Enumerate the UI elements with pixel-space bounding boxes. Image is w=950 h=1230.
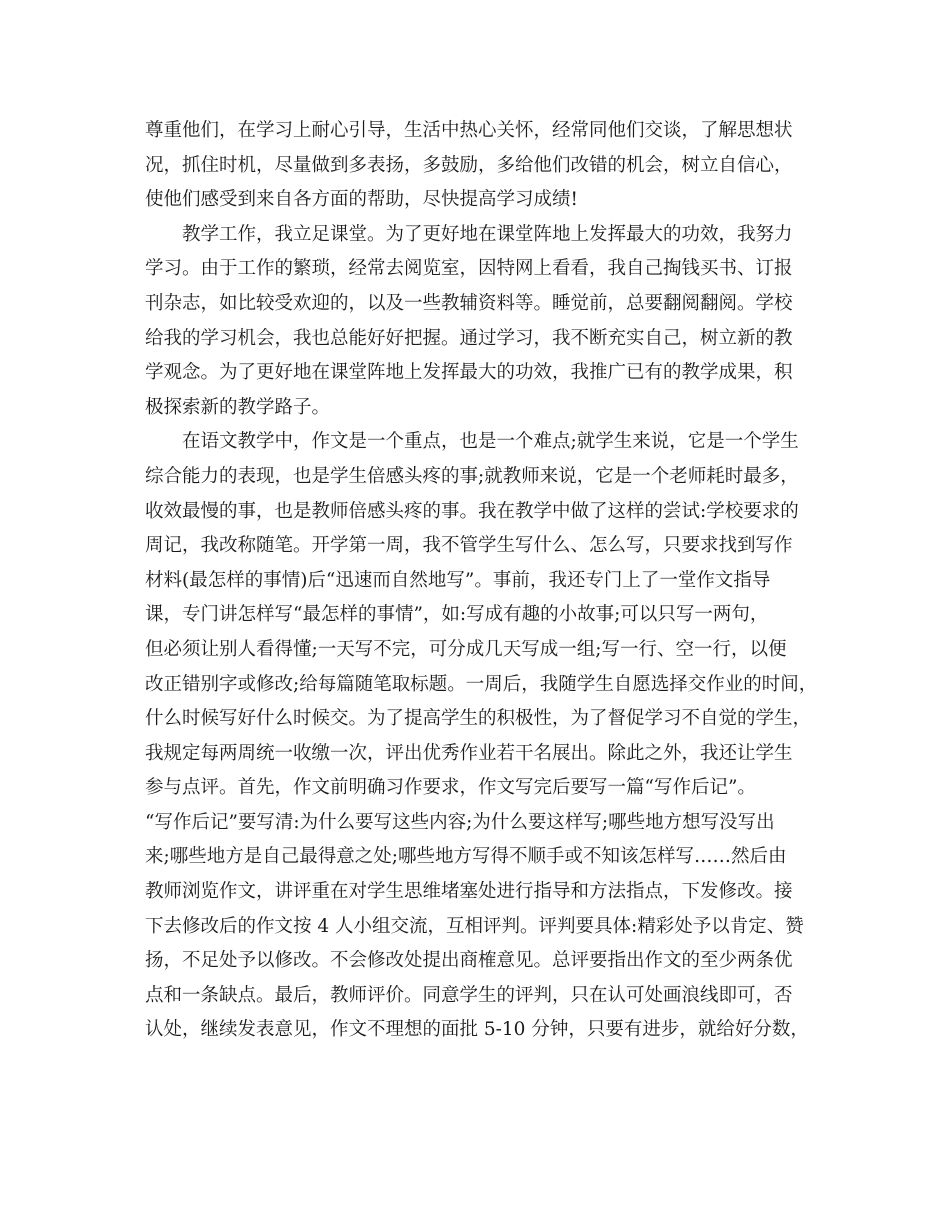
text-line: 认处，继续发表意见，作文不理想的面批 5-10 分钟，只要有进步，就给好分数， <box>145 1019 809 1041</box>
text-line: 使他们感受到来自各方面的帮助，尽快提高学习成绩! <box>145 189 578 211</box>
text-line: 收效最慢的事，也是教师倍感头疼的事。我在教学中做了这样的尝试:学校要求的 <box>145 500 799 522</box>
text-line: 综合能力的表现，也是学生倍感头疼的事;就教师来说，它是一个老师耗时最多， <box>145 465 799 487</box>
text-line: 来;哪些地方是自己最得意之处;哪些地方写得不顺手或不知该怎样写……然后由 <box>145 846 787 868</box>
text-line: 我规定每两周统一收缴一次，评出优秀作业若干名展出。除此之外，我还让学生 <box>145 742 793 764</box>
text-line: 极探索新的教学路子。 <box>145 396 331 418</box>
text-line: 参与点评。首先，作文前明确习作要求，作文写完后要写一篇“写作后记”。 <box>145 777 756 799</box>
document-body <box>145 114 835 1048</box>
text-line: 什么时候写好什么时候交。为了提高学生的积极性，为了督促学习不自觉的学生， <box>145 708 812 730</box>
text-line: 下去修改后的作文按 4 人小组交流，互相评判。评判要具体:精彩处予以肯定、赞 <box>145 915 804 937</box>
text-line: 学观念。为了更好地在课堂阵地上发挥最大的功效，我推广已有的教学成果，积 <box>145 362 793 384</box>
text-line: 课，专门讲怎样写“最怎样的事情”，如:写成有趣的小故事;可以只写一两句， <box>145 604 769 626</box>
text-line: 刊杂志，如比较受欢迎的，以及一些教辅资料等。睡觉前，总要翻阅翻阅。学校 <box>145 292 793 314</box>
text-line: 改正错别字或修改;给每篇随笔取标题。一周后，我随学生自愿选择交作业的时间， <box>145 673 818 695</box>
text-line: 教师浏览作文，讲评重在对学生思维堵塞处进行指导和方法指点，下发修改。接 <box>145 881 793 903</box>
text-line: 尊重他们，在学习上耐心引导，生活中热心关怀，经常同他们交谈，了解思想状 <box>145 120 793 141</box>
text-line: “写作后记”要写清:为什么要写这些内容;为什么要这样写;哪些地方想写没写出 <box>145 811 775 833</box>
paragraph-first-line: 教学工作，我立足课堂。为了更好地在课堂阵地上发挥最大的功效，我努力 <box>182 223 793 245</box>
paragraph-first-line: 在语文教学中，作文是一个重点，也是一个难点;就学生来说，它是一个学生 <box>182 431 799 453</box>
text-line: 学习。由于工作的繁琐，经常去阅览室，因特网上看看，我自己掏钱买书、订报 <box>145 258 793 280</box>
text-line: 况，抓住时机，尽量做到多表扬，多鼓励，多给他们改错的机会，树立自信心， <box>145 154 793 176</box>
text-line: 点和一条缺点。最后，教师评价。同意学生的评判，只在认可处画浪线即可，否 <box>145 984 793 1006</box>
text-line: 周记，我改称随笔。开学第一周，我不管学生写什么、怎么写，只要求找到写作 <box>145 535 793 557</box>
text-line: 但必须让别人看得懂;一天写不完，可分成几天写成一组;写一行、空一行，以便 <box>145 638 787 660</box>
text-line: 给我的学习机会，我也总能好好把握。通过学习，我不断充实自己，树立新的教 <box>145 327 793 349</box>
text-line: 扬，不足处予以修改。不会修改处提出商榷意见。总评要指出作文的至少两条优 <box>145 950 793 972</box>
text-line: 材料(最怎样的事情)后“迅速而自然地写”。事前，我还专门上了一堂作文指导 <box>145 569 771 591</box>
